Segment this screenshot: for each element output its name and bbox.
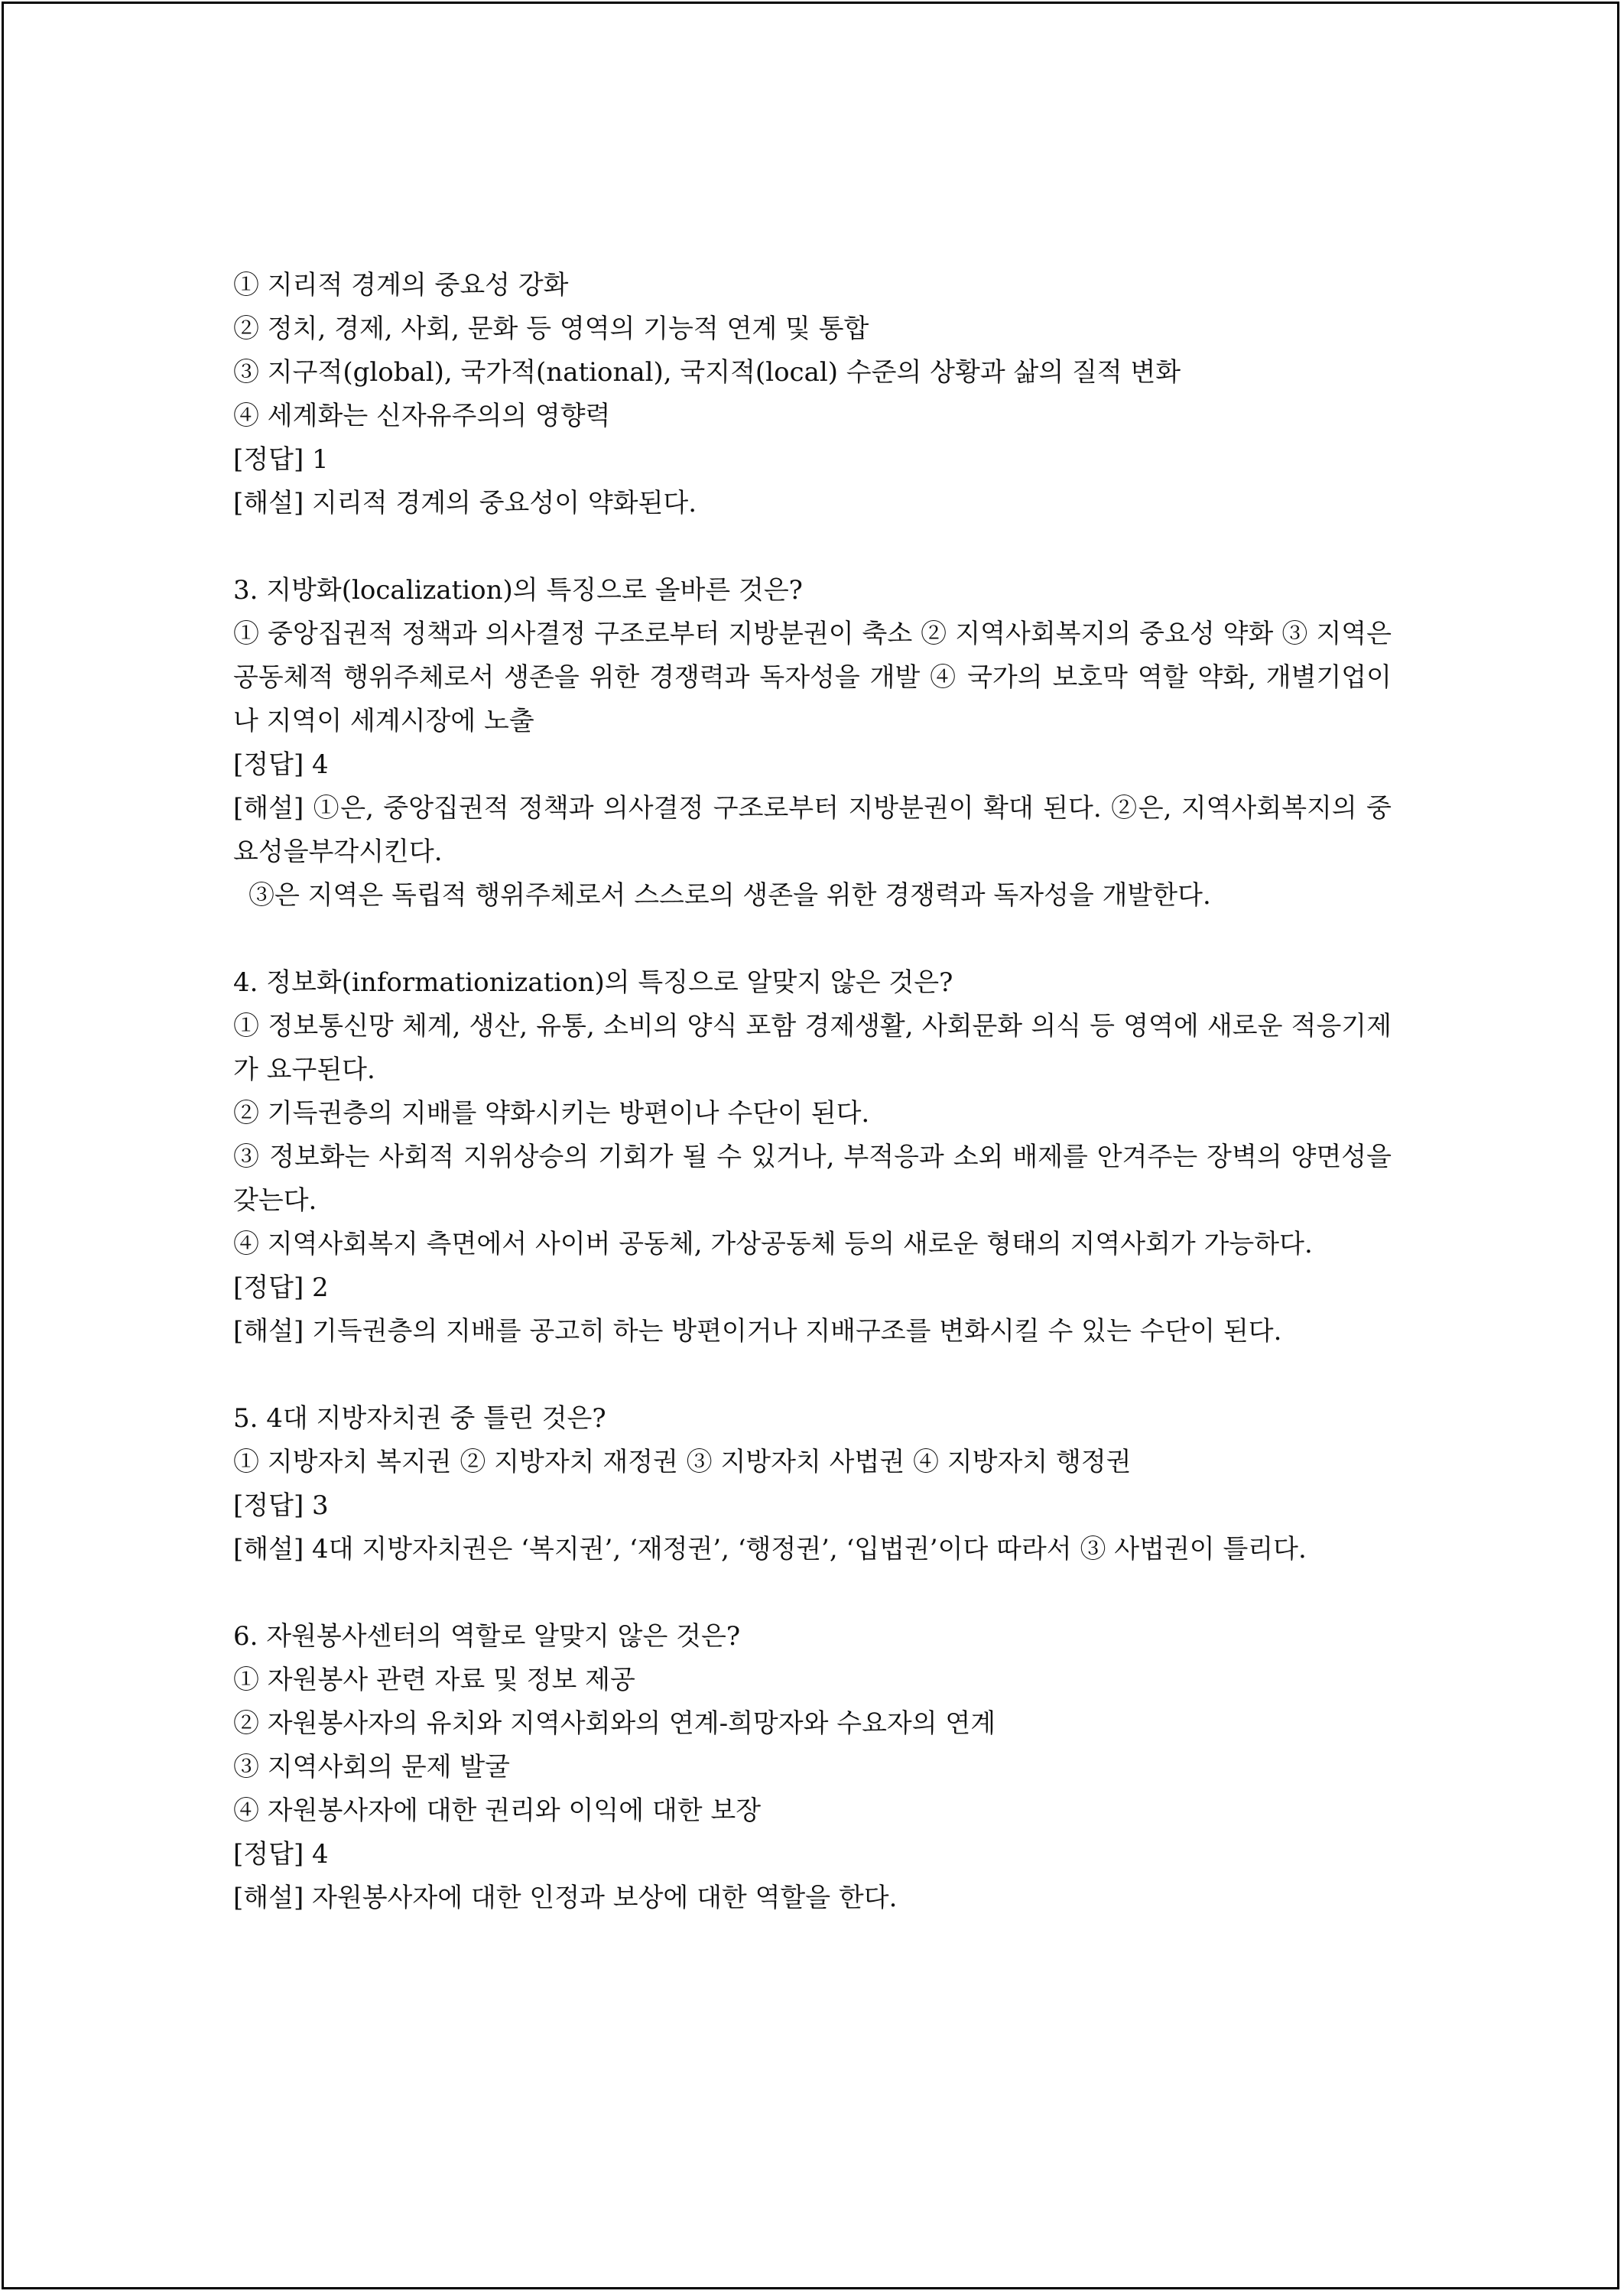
q6-option-4: ④ 자원봉사자에 대한 권리와 이익에 대한 보장	[233, 1795, 762, 1826]
spacer	[233, 525, 1392, 569]
question-6-block	[233, 1615, 1392, 1920]
q5-answer: [정답] 3	[233, 1490, 329, 1521]
q4-answer: [정답] 2	[233, 1272, 329, 1303]
q4-option-2: ② 기득권층의 지배를 약화시키는 방편이나 수단이 된다.	[233, 1098, 870, 1129]
q2-answer: [정답] 1	[233, 444, 329, 475]
q6-option-2: ② 자원봉사자의 유치와 지역사회와의 연계-희망자와 수요자의 연계	[233, 1708, 996, 1739]
q6-question: 6. 자원봉사센터의 역할로 알맞지 않은 것은?	[233, 1621, 741, 1652]
q4-explanation: [해설] 기득권층의 지배를 공고히 하는 방편이거나 지배구조를 변화시킬 수 있는 수단이 된다.	[233, 1316, 1282, 1347]
q3-options: ① 중앙집권적 정책과 의사결정 구조로부터 지방분권이 축소 ② 지역사회복지의 중요성 약화 ③ 지역은 공동체적 행위주체로서 생존을 위한 경쟁력과 독자성을 개발 ④ 국가의 보호막 역할 약화, 개별기업이나 지역이 세계시장에 노출	[233, 619, 1392, 736]
q6-option-1: ① 자원봉사 관련 자료 및 정보 제공	[233, 1665, 635, 1695]
q3-answer: [정답] 4	[233, 749, 329, 780]
q2-option-1: ① 지리적 경계의 중요성 강화	[233, 270, 569, 301]
spacer	[233, 1571, 1392, 1615]
q5-explanation: [해설] 4대 지방자치권은 ‘복지권’, ‘재정권’, ‘행정권’, ‘입법권’이다 따라서 ③ 사법권이 틀리다.	[233, 1534, 1307, 1565]
q4-option-3: ③ 정보화는 사회적 지위상승의 기회가 될 수 있거나, 부적응과 소외 배제를 안겨주는 장벽의 양면성을 갖는다.	[233, 1142, 1392, 1216]
document-body	[233, 264, 1392, 1920]
spacer	[233, 918, 1392, 961]
q2-option-4: ④ 세계화는 신자유주의의 영향력	[233, 401, 611, 431]
q4-question: 4. 정보화(informationization)의 특징으로 알맞지 않은 것은?	[233, 967, 953, 998]
q3-explanation-1: [해설] ①은, 중앙집권적 정책과 의사결정 구조로부터 지방분권이 확대 된다. ②은, 지역사회복지의 중요성을부각시킨다.	[233, 793, 1392, 867]
q5-question: 5. 4대 지방자치권 중 틀린 것은?	[233, 1403, 606, 1434]
spacer	[233, 1353, 1392, 1397]
question-4-block	[233, 961, 1392, 1353]
q6-answer: [정답] 4	[233, 1839, 329, 1870]
q3-question: 3. 지방화(localization)의 특징으로 올바른 것은?	[233, 575, 803, 606]
q3-explanation-2: ③은 지역은 독립적 행위주체로서 스스로의 생존을 위한 경쟁력과 독자성을 개발한다.	[248, 880, 1211, 911]
q6-explanation: [해설] 자원봉사자에 대한 인정과 보상에 대한 역할을 한다.	[233, 1883, 898, 1913]
question-3-block	[233, 569, 1392, 918]
question-2-block	[233, 264, 1392, 525]
q2-option-2: ② 정치, 경제, 사회, 문화 등 영역의 기능적 연계 및 통합	[233, 314, 869, 344]
q5-options: ① 지방자치 복지권 ② 지방자치 재정권 ③ 지방자치 사법권 ④ 지방자치 행정권	[233, 1447, 1132, 1477]
q6-option-3: ③ 지역사회의 문제 발굴	[233, 1752, 511, 1782]
q2-option-3: ③ 지구적(global), 국가적(national), 국지적(local) 수준의 상황과 삶의 질적 변화	[233, 357, 1181, 388]
q4-option-4: ④ 지역사회복지 측면에서 사이버 공동체, 가상공동체 등의 새로운 형태의 지역사회가 가능하다.	[233, 1229, 1313, 1259]
q2-explanation: [해설] 지리적 경계의 중요성이 약화된다.	[233, 488, 697, 518]
question-5-block	[233, 1397, 1392, 1571]
q4-option-1: ① 정보통신망 체계, 생산, 유통, 소비의 양식 포함 경제생활, 사회문화 의식 등 영역에 새로운 적응기제가 요구된다.	[233, 1011, 1392, 1085]
